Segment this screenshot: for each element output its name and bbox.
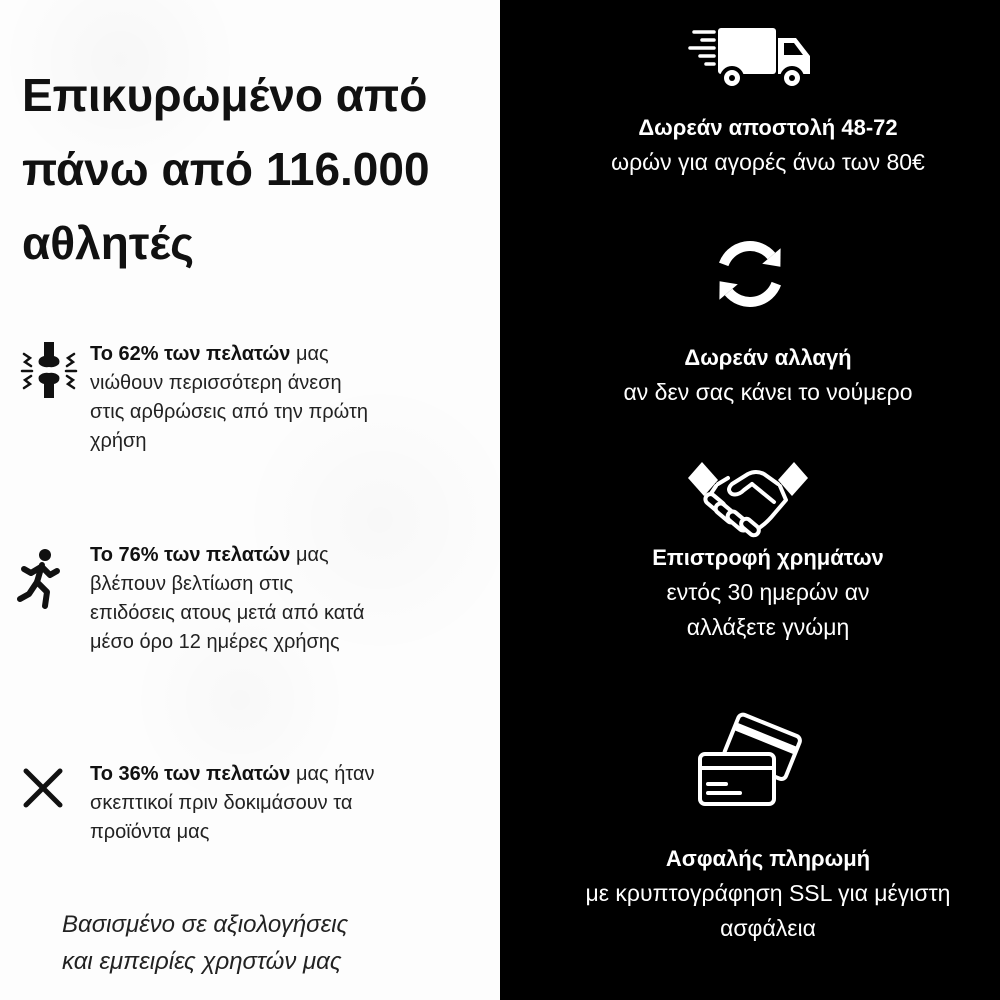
refresh-icon [708, 228, 792, 320]
stat-highlight: Το 76% των πελατών [90, 544, 291, 566]
stat-text-line: επιδόσεις ατους μετά από κατά [90, 602, 365, 624]
truck-icon [688, 24, 812, 90]
footnote [62, 906, 348, 980]
feature-money-back [540, 540, 996, 645]
stat-text-line: βλέπουν βελτίωση στις [90, 573, 294, 595]
stat-joint-comfort [0, 340, 500, 470]
runner-icon [16, 548, 62, 610]
right-panel [500, 0, 1000, 1000]
headline-line: Επικυρωμένο από [22, 69, 428, 121]
feature-title: Επιστροφή χρημάτων [652, 545, 884, 570]
credit-cards-icon [696, 710, 806, 810]
stat-text-line: μας [290, 544, 329, 566]
feature-title: Δωρεάν αλλαγή [684, 345, 852, 370]
stat-text-line: χρήση [90, 430, 147, 452]
stat-text-line: νιώθουν περισσότερη άνεση [90, 372, 342, 394]
stat-text-line: μας ήταν [290, 763, 375, 785]
headline [22, 58, 430, 280]
headline-line: αθλητές [22, 217, 195, 269]
feature-description: αν δεν σας κάνει το νούμερο [623, 379, 913, 405]
stat-text-line: μας [290, 343, 329, 365]
stat-text [90, 541, 364, 657]
feature-title: Δωρεάν αποστολή 48-72 [638, 115, 898, 140]
footnote-line: και εμπειρίες χρηστών μας [62, 948, 342, 975]
feature-description: ωρών για αγορές άνω των 80€ [611, 149, 925, 175]
handshake-icon [686, 458, 810, 542]
feature-description: ασφάλεια [720, 915, 816, 941]
feature-free-shipping [540, 110, 996, 180]
joint-icon [20, 340, 78, 400]
footnote-line: Βασισμένο σε αξιολογήσεις [62, 911, 349, 938]
stat-text-line: σκεπτικοί πριν δοκιμάσουν τα [90, 792, 353, 814]
x-icon [22, 768, 64, 808]
feature-secure-payment [540, 841, 996, 946]
feature-description: εντός 30 ημερών αν [666, 579, 870, 605]
stat-text-line: μέσο όρο 12 ημέρες χρήσης [90, 631, 340, 653]
stat-highlight: Το 62% των πελατών [90, 343, 291, 365]
stat-text-line: στις αρθρώσεις από την πρώτη [90, 401, 368, 423]
stat-skeptics [0, 760, 500, 890]
stat-text-line: προϊόντα μας [90, 821, 210, 843]
feature-free-exchange [540, 340, 996, 410]
stat-performance [0, 541, 500, 671]
feature-title: Ασφαλής πληρωμή [665, 846, 871, 871]
stat-highlight: Το 36% των πελατών [90, 763, 291, 785]
stat-text [90, 760, 375, 847]
headline-line: πάνω από 116.000 [22, 143, 430, 195]
feature-description: με κρυπτογράφηση SSL για μέγιστη [585, 880, 951, 906]
stat-text [90, 340, 368, 456]
feature-description: αλλάξετε γνώμη [686, 614, 850, 640]
